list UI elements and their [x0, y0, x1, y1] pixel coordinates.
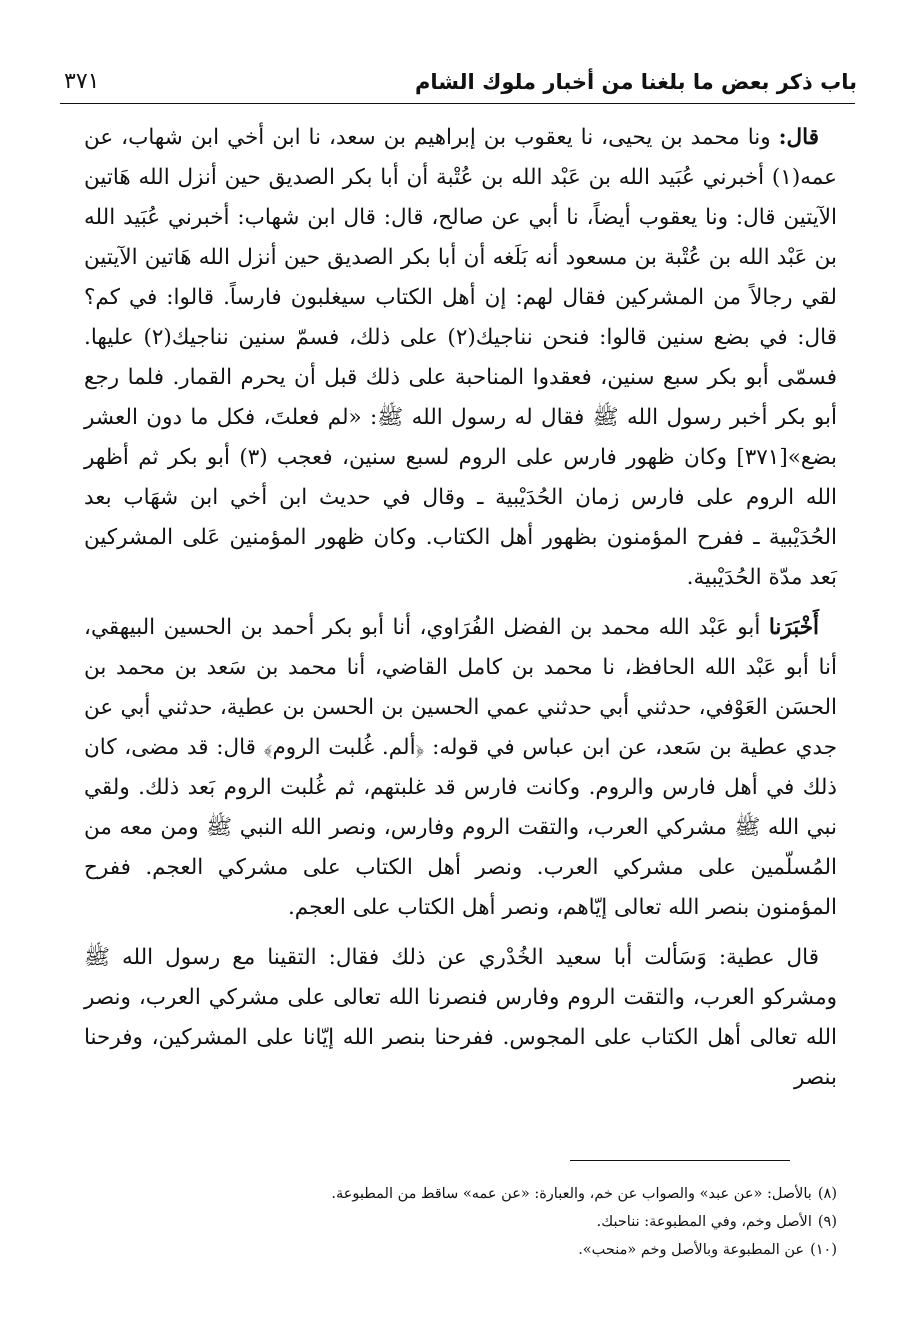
footnote-number: (٩)	[817, 1214, 837, 1230]
page-number: ٣٧١	[64, 69, 100, 94]
header-divider	[60, 103, 855, 104]
footnote-text: الأصل وخم، وفي المطبوعة: نناحبك.	[596, 1214, 812, 1230]
footnote	[160, 1180, 837, 1208]
footnote-number: (١٠)	[810, 1242, 837, 1258]
paragraph-text: قال عطية: وَسَألت أبا سعيد الخُدْري عن ذلك فقال: التقينا مع رسول الله ﷺ ومشركو العرب، والتقت الروم وفارس فنصرنا الله تعالى على مشركي العرب، ونصر الله تعالى أهل الكتاب على المجوس. ففرحنا بنصر الله إيّانا على المشركين، وفرحنا بنصر	[84, 945, 837, 1090]
footnote-text: عن المطبوعة وبالأصل وخم «منحب».	[578, 1242, 805, 1258]
running-title: باب ذكر بعض ما بلغنا من أخبار ملوك الشام	[415, 70, 857, 94]
paragraph-lead: قال:	[778, 125, 819, 150]
footnote	[160, 1236, 837, 1264]
paragraph-lead: أَخْبَرَنا	[768, 615, 819, 640]
paragraph-text: أبو عَبْد الله محمد بن الفضل الفُرَاوي، أنا أبو بكر أحمد بن الحسين البيهقي، أنا أبو عَبْد الله الحافظ، نا محمد بن كامل القاضي، أنا محمد بن سَعد بن محمد بن الحسَن العَوْفي، حدثني أبي حدثني عمي الحسين بن الحسن بن عطية، حدثني أبي عن جدي عطية بن سَعد، عن ابن عباس في قوله: ﴿ألم. غُلبت الروم﴾ قال: قد مضى، كان ذلك في أهل فارس والروم. وكانت فارس قد غلبتهم، ثم غُلبت الروم بَعد ذلك. ولقي نبي الله ﷺ مشركي العرب، والتقت الروم وفارس، ونصر الله النبي ﷺ ومن معه من المُسلّمين على مشركي العرب. ونصر أهل الكتاب على مشركي العجم. ففرح المؤمنون بنصر الله تعالى إيّاهم، ونصر أهل الكتاب على العجم.	[84, 615, 837, 920]
footnote-divider	[570, 1160, 790, 1161]
footnotes	[160, 1180, 837, 1264]
footnote-number: (٨)	[817, 1186, 837, 1202]
footnote	[160, 1208, 837, 1236]
page-header	[64, 52, 857, 94]
paragraph-2	[84, 608, 837, 928]
paragraph-text: ونا محمد بن يحيى، نا يعقوب بن إبراهيم بن سعد، نا ابن أخي ابن شهاب، عن عمه(١) أخبرني عُبَيد الله بن عَبْد الله بن عُتْبة أن أبا بكر الصديق حين أنزل الله هَاتين الآيتين قال: ونا يعقوب أيضاً، نا أبي عن صالح، قال: قال ابن شهاب: أخبرني عُبَيد الله بن عَبْد الله بن عُتْبة بن مسعود أنه بَلَغه أن أبا بكر الصديق حين أنزل الله هَاتين الآيتين لقي رجالاً من المشركين فقال لهم: إن أهل الكتاب سيغلبون فارساً. قالوا: في كم؟ قال: في بضع سنين قالوا: فنحن نناجيك(٢) على ذلك، فسمّ سنين نناجيك(٢) عليها. فسمّى أبو بكر سبع سنين، فعقدوا المناحبة على ذلك قبل أن يحرم القمار. فلما رجع أبو بكر أخبر رسول الله ﷺ فقال له رسول الله ﷺ: «لم فعلتَ، فكل ما دون العشر بضع»[٣٧١] وكان ظهور فارس على الروم لسبع سنين، فعجب (٣) أبو بكر ثم أظهر الله الروم على فارس زمان الحُدَيْبية ـ وقال في حديث ابن أخي ابن شهَاب بعد الحُدَيْبية ـ ففرح المؤمنون بظهور أهل الكتاب. وكان ظهور المؤمنين عَلى المشركين بَعد مدّة الحُدَيْبية.	[84, 125, 837, 590]
footnote-text: بالأصل: «عن عبد» والصواب عن خم، والعبارة: «عن عمه» ساقط من المطبوعة.	[331, 1186, 812, 1202]
paragraph-1	[84, 118, 837, 598]
paragraph-3	[84, 938, 837, 1098]
main-text	[84, 118, 837, 1098]
